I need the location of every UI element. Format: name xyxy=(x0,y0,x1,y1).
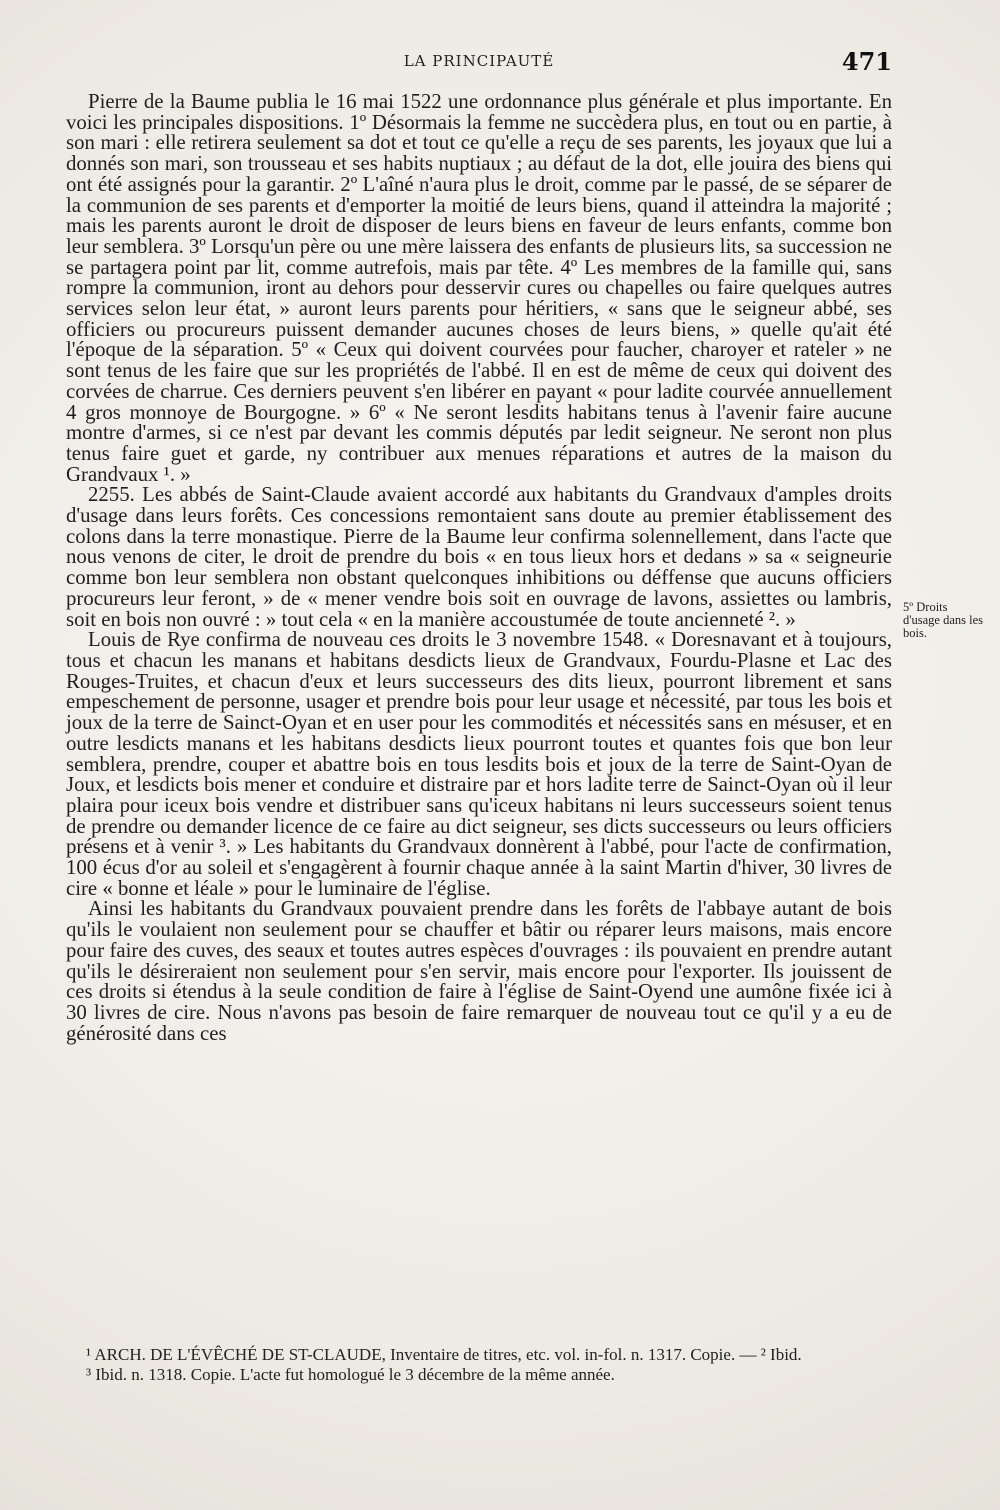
paragraph-1: Pierre de la Baume publia le 16 mai 1522 une ordonnance plus générale et plus importante. En voici les principales dispositions. 1º Désormais la femme ne succèdera plus, en tout ou en partie, à son mari : elle retirera seulement sa dot et tout ce qu'elle a reçu de ses parents, les joyaux que lui a donnés son mari, son trousseau et ses habits nuptiaux ; au défaut de la dot, elle jouira des biens qui ont été assignés pour la garantir. 2º L'aîné n'aura plus le droit, comme par le passé, de se séparer de la communion de ses parents et d'emporter la moitié de leurs biens, quand il atteindra la majorité ; mais les parents auront le droit de disposer de leurs biens en faveur de leurs enfants, comme bon leur semblera. 3º Lorsqu'un père ou une mère laissera des enfants de plusieurs lits, sa succession ne se partagera point par lit, comme autrefois, mais par tête. 4º Les membres de la famille qui, sans rompre la communion, iront au dehors pour desservir cures ou chapelles ou faire quelques autres services selon leur état, » auront leurs parents pour héritiers, « sans que le seigneur abbé, ses officiers ou procureurs puissent demander aucunes choses de leurs biens, » quelle qu'ait été l'époque de la séparation. 5º « Ceux qui doivent courvées pour faucher, charoyer et rateler » ne sont tenus de les faire que sur les propriétés de l'abbé. Il en est de même de ceux qui doivent des corvées de charrue. Ces derniers peuvent s'en libérer en payant « pour ladite courvée annuellement 4 gros monnoye de Bourgogne. » 6º « Ne seront lesdits habitans tenus à l'avenir faire aucune montre d'armes, si ce n'est par devant les commis députés par ledit seigneur. Ne seront non plus tenus faire guet et garde, ny contribuer aux menues réparations et autres de la maison du Grandvaux ¹. » xyxy=(66,90,892,486)
running-title: LA PRINCIPAUTÉ xyxy=(403,52,555,70)
paragraph-2: 2255. Les abbés de Saint-Claude avaient accordé aux habitants du Grandvaux d'amples droits d'usage dans leurs forêts. Ces concessions remontaient sans doute au premier établissement des colons dans la terre monastique. Pierre de la Baume leur confirma solennellement, dans l'acte que nous venons de citer, le droit de prendre du bois « en tous lieux hors et dedans » sa « seigneurie comme bon leur semblera non obstant quelconques inhibitions ou déffense que aucuns officiers procureurs leur feront, » de « mener vendre bois soit en ouvrage de lavons, assiettes ou lambris, soit en bois non ouvré : » tout cela « en la manière accoustumée de toute ancienneté ². » xyxy=(66,483,892,631)
page-number: 471 xyxy=(841,47,892,76)
paragraph-3: Louis de Rye confirma de nouveau ces droits le 3 novembre 1548. « Doresnavant et à toujours, tous et chacun les manans et habitans desdicts lieux de Grandvaux, Fourdu-Plasne et Lac des Rouges-Truites, et chacun d'eux et leurs successeurs des dits lieux, pourront librement et sans empeschement de personne, usager et prendre bois pour leur usage et nécessité, par tous les bois et joux de la terre de Sainct-Oyan et en user pour les commodités et nécessités sans en mésuser, et en outre lesdicts manans et les habitans desdicts lieux pourront toutes et quantes fois que bon leur semblera, prendre, couper et abattre bois en tous lesdits bois et joux de la terre de Saint-Oyan de Joux, et lesdicts bois mener et conduire et distraire par et hors ladite terre de Sainct-Oyan où il leur plaira pour iceux bois vendre et distribuer sans qu'iceux habitans ni leurs successeurs soient tenus de prendre ou demander licence de ce faire au dict seigneur, ses dicts successeurs ou leurs officiers présens et à venir ³. » Les habitants du Grandvaux donnèrent à l'abbé, pour l'acte de confirmation, 100 écus d'or au soleil et s'engagèrent à fournir chaque année à la saint Martin d'hiver, 30 livres de cire « bonne et léale » pour le luminaire de l'église. xyxy=(66,628,892,900)
margin-note: 5º Droits d'usage dans les bois. xyxy=(903,600,984,640)
paragraph-4: Ainsi les habitants du Grandvaux pouvaient prendre dans les forêts de l'abbaye autant de bois qu'ils le voulaient non seulement pour se chauffer et bâtir ou réparer leurs maisons, mais encore pour faire des cuves, des seaux et toutes autres espèces d'ouvrages : ils pouvaient en prendre autant qu'ils le désireraient non seulement pour s'en servir, mais encore pour l'exporter. Ils jouissent de ces droits si étendus à la seule condition de faire à l'église de Saint-Oyend une aumône fixée ici à 30 livres de cire. Nous n'avons pas besoin de faire remarquer de nouveau tout ce qu'il y a eu de générosité dans ces xyxy=(66,897,892,1045)
footnotes xyxy=(86,1345,894,1385)
footnote-line: ¹ ARCH. DE L'ÉVÊCHÉ DE ST-CLAUDE, Inventaire de titres, etc. vol. in-fol. n. 1317. Copie. — ² Ibid. xyxy=(86,1345,802,1364)
page-header xyxy=(66,47,892,77)
main-text xyxy=(66,92,892,1044)
footnote-line: ³ Ibid. n. 1318. Copie. L'acte fut homologué le 3 décembre de la même année. xyxy=(86,1365,615,1384)
